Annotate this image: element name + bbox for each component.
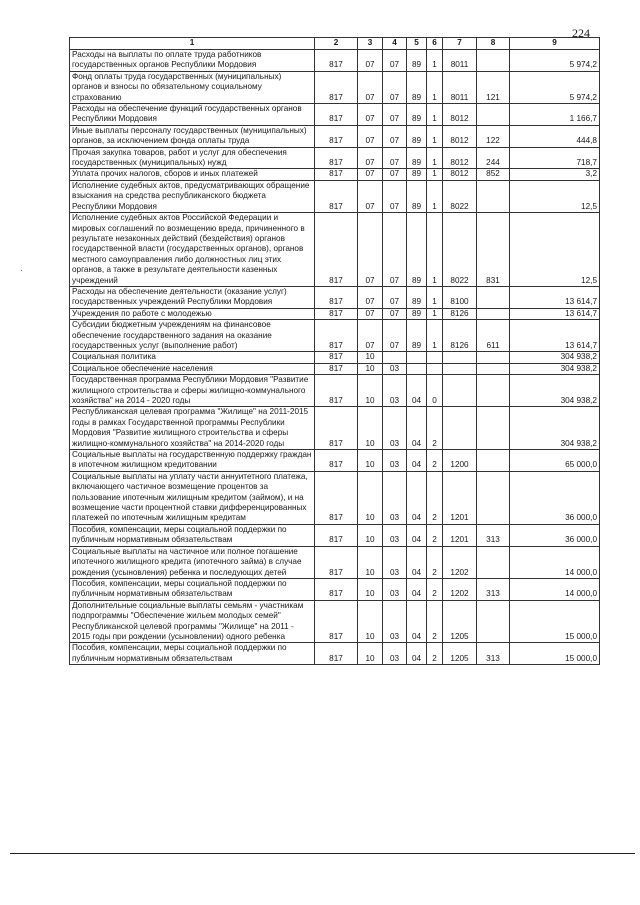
code-cell bbox=[443, 352, 477, 363]
code-cell: 89 bbox=[407, 213, 427, 287]
code-cell: 2 bbox=[427, 471, 443, 524]
table-row bbox=[70, 104, 600, 126]
column-header: 8 bbox=[477, 38, 510, 50]
amount-cell: 14 000,0 bbox=[510, 546, 600, 578]
code-cell: 10 bbox=[358, 363, 383, 374]
code-cell: 10 bbox=[358, 471, 383, 524]
code-cell: 03 bbox=[383, 375, 407, 407]
code-cell: 03 bbox=[383, 363, 407, 374]
code-cell: 07 bbox=[383, 104, 407, 126]
code-cell: 03 bbox=[383, 407, 407, 450]
code-cell: 1 bbox=[427, 104, 443, 126]
row-name-cell: Уплата прочих налогов, сборов и иных платежей bbox=[70, 169, 315, 180]
code-cell: 611 bbox=[477, 320, 510, 352]
code-cell: 04 bbox=[407, 450, 427, 472]
code-cell: 04 bbox=[407, 471, 427, 524]
code-cell: 07 bbox=[358, 286, 383, 308]
code-cell: 07 bbox=[383, 169, 407, 180]
amount-cell: 15 000,0 bbox=[510, 600, 600, 643]
bottom-rule bbox=[10, 853, 635, 854]
code-cell: 817 bbox=[315, 643, 358, 665]
row-name-cell: Учреждения по работе с молодежью bbox=[70, 308, 315, 319]
code-cell bbox=[407, 363, 427, 374]
code-cell: 122 bbox=[477, 125, 510, 147]
code-cell: 03 bbox=[383, 600, 407, 643]
code-cell: 1 bbox=[427, 147, 443, 169]
table-row bbox=[70, 180, 600, 212]
code-cell bbox=[427, 352, 443, 363]
table-row bbox=[70, 286, 600, 308]
row-name-cell: Субсидии бюджетным учреждениям на финансовое обеспечение государственного задания на оказание государственных услуг (выполнение работ) bbox=[70, 320, 315, 352]
code-cell bbox=[427, 363, 443, 374]
code-cell bbox=[443, 363, 477, 374]
code-cell bbox=[443, 407, 477, 450]
row-name-cell: Фонд оплаты труда государственных (муниципальных) органов и взносы по обязательному социальному страхованию bbox=[70, 71, 315, 103]
code-cell: 244 bbox=[477, 147, 510, 169]
code-cell: 1 bbox=[427, 169, 443, 180]
row-name-cell: Пособия, компенсации, меры социальной поддержки по публичным нормативным обязательствам bbox=[70, 643, 315, 665]
table-row bbox=[70, 643, 600, 665]
table-row bbox=[70, 546, 600, 578]
code-cell: 1 bbox=[427, 320, 443, 352]
code-cell: 04 bbox=[407, 578, 427, 600]
code-cell: 03 bbox=[383, 450, 407, 472]
code-cell: 1201 bbox=[443, 471, 477, 524]
code-cell: 121 bbox=[477, 71, 510, 103]
code-cell: 07 bbox=[383, 286, 407, 308]
code-cell: 8022 bbox=[443, 213, 477, 287]
code-cell bbox=[477, 407, 510, 450]
code-cell: 89 bbox=[407, 286, 427, 308]
row-name-cell: Республиканская целевая программа "Жилище" на 2011-2015 годы в рамках Государственной программы Республики Мордовия "Развитие жилищного строительства и сферы жилищно-коммунального хозяйства" на 2014-2020 годы bbox=[70, 407, 315, 450]
row-name-cell: Иные выплаты персоналу государственных (муниципальных) органов, за исключением фонда оплаты труда bbox=[70, 125, 315, 147]
code-cell bbox=[477, 286, 510, 308]
code-cell: 2 bbox=[427, 450, 443, 472]
table-row bbox=[70, 213, 600, 287]
code-cell bbox=[477, 104, 510, 126]
code-cell: 89 bbox=[407, 125, 427, 147]
column-header: 5 bbox=[407, 38, 427, 50]
code-cell: 2 bbox=[427, 524, 443, 546]
code-cell: 07 bbox=[358, 71, 383, 103]
code-cell: 8126 bbox=[443, 308, 477, 319]
code-cell: 8012 bbox=[443, 125, 477, 147]
code-cell: 10 bbox=[358, 524, 383, 546]
table-row bbox=[70, 363, 600, 374]
code-cell: 10 bbox=[358, 375, 383, 407]
code-cell: 07 bbox=[358, 308, 383, 319]
code-cell: 07 bbox=[383, 180, 407, 212]
code-cell: 817 bbox=[315, 308, 358, 319]
amount-cell: 36 000,0 bbox=[510, 471, 600, 524]
code-cell: 10 bbox=[358, 407, 383, 450]
code-cell: 1205 bbox=[443, 643, 477, 665]
column-header: 7 bbox=[443, 38, 477, 50]
amount-cell: 304 938,2 bbox=[510, 352, 600, 363]
code-cell: 8011 bbox=[443, 50, 477, 72]
code-cell: 04 bbox=[407, 643, 427, 665]
code-cell: 817 bbox=[315, 375, 358, 407]
code-cell: 8012 bbox=[443, 147, 477, 169]
page-number: 224 bbox=[572, 26, 590, 40]
code-cell: 1 bbox=[427, 286, 443, 308]
code-cell bbox=[477, 600, 510, 643]
amount-cell: 304 938,2 bbox=[510, 407, 600, 450]
code-cell bbox=[477, 180, 510, 212]
amount-cell: 14 000,0 bbox=[510, 578, 600, 600]
row-name-cell: Государственная программа Республики Мордовия "Развитие жилищного строительства и сферы жилищно-коммунального хозяйства" на 2014 - 2020 годы bbox=[70, 375, 315, 407]
code-cell: 07 bbox=[383, 320, 407, 352]
code-cell bbox=[383, 352, 407, 363]
code-cell bbox=[477, 546, 510, 578]
code-cell: 8012 bbox=[443, 104, 477, 126]
code-cell: 1205 bbox=[443, 600, 477, 643]
code-cell: 07 bbox=[383, 147, 407, 169]
code-cell: 817 bbox=[315, 450, 358, 472]
code-cell: 10 bbox=[358, 578, 383, 600]
table-row bbox=[70, 71, 600, 103]
code-cell: 2 bbox=[427, 600, 443, 643]
code-cell bbox=[407, 352, 427, 363]
code-cell: 8126 bbox=[443, 320, 477, 352]
code-cell: 8011 bbox=[443, 71, 477, 103]
code-cell: 89 bbox=[407, 104, 427, 126]
amount-cell: 5 974,2 bbox=[510, 50, 600, 72]
code-cell: 831 bbox=[477, 213, 510, 287]
table-row bbox=[70, 578, 600, 600]
code-cell: 313 bbox=[477, 643, 510, 665]
code-cell: 8022 bbox=[443, 180, 477, 212]
row-name-cell: Прочая закупка товаров, работ и услуг для обеспечения государственных (муниципальных) нужд bbox=[70, 147, 315, 169]
code-cell: 817 bbox=[315, 546, 358, 578]
code-cell: 10 bbox=[358, 450, 383, 472]
table-row bbox=[70, 471, 600, 524]
amount-cell: 5 974,2 bbox=[510, 71, 600, 103]
code-cell: 8100 bbox=[443, 286, 477, 308]
code-cell: 8012 bbox=[443, 169, 477, 180]
code-cell: 817 bbox=[315, 169, 358, 180]
amount-cell: 304 938,2 bbox=[510, 363, 600, 374]
code-cell: 2 bbox=[427, 578, 443, 600]
row-name-cell: Исполнение судебных актов Российской Федерации и мировых соглашений по возмещению вреда, причиненного в результате незаконных действий (бездействия) органов государственной власти (государственных органов), органов местного самоуправления либо должностных лиц этих органов, а также в результате деятельности казенных учреждений bbox=[70, 213, 315, 287]
table-row bbox=[70, 450, 600, 472]
code-cell bbox=[477, 450, 510, 472]
code-cell: 07 bbox=[358, 125, 383, 147]
amount-cell: 1 166,7 bbox=[510, 104, 600, 126]
table-row bbox=[70, 524, 600, 546]
code-cell: 817 bbox=[315, 180, 358, 212]
amount-cell: 718,7 bbox=[510, 147, 600, 169]
amount-cell: 444,8 bbox=[510, 125, 600, 147]
row-name-cell: Расходы на обеспечение деятельности (оказание услуг) государственных учреждений Республики Мордовия bbox=[70, 286, 315, 308]
code-cell: 04 bbox=[407, 375, 427, 407]
code-cell: 313 bbox=[477, 524, 510, 546]
code-cell: 07 bbox=[383, 50, 407, 72]
amount-cell: 13 614,7 bbox=[510, 320, 600, 352]
code-cell: 2 bbox=[427, 407, 443, 450]
table-row bbox=[70, 125, 600, 147]
table-row bbox=[70, 352, 600, 363]
amount-cell: 3,2 bbox=[510, 169, 600, 180]
row-name-cell: Исполнение судебных актов, предусматривающих обращение взыскания на средства республиканского бюджета Республики Мордовия bbox=[70, 180, 315, 212]
code-cell: 817 bbox=[315, 471, 358, 524]
code-cell: 313 bbox=[477, 578, 510, 600]
table-row bbox=[70, 308, 600, 319]
column-header: 2 bbox=[315, 38, 358, 50]
code-cell bbox=[477, 471, 510, 524]
code-cell: 817 bbox=[315, 352, 358, 363]
amount-cell: 13 614,7 bbox=[510, 286, 600, 308]
code-cell: 04 bbox=[407, 546, 427, 578]
scan-mark: · bbox=[20, 265, 23, 275]
amount-cell: 65 000,0 bbox=[510, 450, 600, 472]
row-name-cell: Расходы на выплаты по оплате труда работников государственных органов Республики Мордовия bbox=[70, 50, 315, 72]
table-row bbox=[70, 600, 600, 643]
amount-cell: 12,5 bbox=[510, 180, 600, 212]
code-cell: 07 bbox=[383, 125, 407, 147]
code-cell: 89 bbox=[407, 180, 427, 212]
column-header: 1 bbox=[70, 38, 315, 50]
code-cell: 817 bbox=[315, 320, 358, 352]
code-cell: 817 bbox=[315, 600, 358, 643]
code-cell bbox=[443, 375, 477, 407]
code-cell: 817 bbox=[315, 104, 358, 126]
code-cell: 1 bbox=[427, 125, 443, 147]
code-cell: 07 bbox=[358, 320, 383, 352]
code-cell: 03 bbox=[383, 471, 407, 524]
code-cell: 89 bbox=[407, 71, 427, 103]
code-cell: 817 bbox=[315, 213, 358, 287]
code-cell: 817 bbox=[315, 407, 358, 450]
code-cell: 07 bbox=[358, 147, 383, 169]
code-cell: 89 bbox=[407, 50, 427, 72]
code-cell: 10 bbox=[358, 600, 383, 643]
row-name-cell: Социальные выплаты на частичное или полное погашение ипотечного жилищного кредита (ипотечного займа) в случае рождения (усыновления) ребенка и последующих детей bbox=[70, 546, 315, 578]
row-name-cell: Расходы на обеспечение функций государственных органов Республики Мордовия bbox=[70, 104, 315, 126]
code-cell: 817 bbox=[315, 125, 358, 147]
code-cell: 89 bbox=[407, 320, 427, 352]
table-row bbox=[70, 407, 600, 450]
code-cell: 10 bbox=[358, 546, 383, 578]
code-cell: 04 bbox=[407, 600, 427, 643]
code-cell bbox=[477, 50, 510, 72]
code-cell: 1202 bbox=[443, 578, 477, 600]
code-cell: 03 bbox=[383, 643, 407, 665]
column-header: 4 bbox=[383, 38, 407, 50]
code-cell: 1 bbox=[427, 71, 443, 103]
code-cell: 03 bbox=[383, 578, 407, 600]
code-cell: 817 bbox=[315, 147, 358, 169]
code-cell: 817 bbox=[315, 524, 358, 546]
amount-cell: 12,5 bbox=[510, 213, 600, 287]
code-cell: 817 bbox=[315, 286, 358, 308]
code-cell: 1 bbox=[427, 213, 443, 287]
code-cell: 10 bbox=[358, 352, 383, 363]
code-cell: 07 bbox=[358, 104, 383, 126]
column-header: 6 bbox=[427, 38, 443, 50]
code-cell: 07 bbox=[358, 180, 383, 212]
table-row bbox=[70, 50, 600, 72]
amount-cell: 36 000,0 bbox=[510, 524, 600, 546]
code-cell: 03 bbox=[383, 546, 407, 578]
code-cell: 10 bbox=[358, 643, 383, 665]
code-cell: 817 bbox=[315, 50, 358, 72]
amount-cell: 13 614,7 bbox=[510, 308, 600, 319]
table-row bbox=[70, 375, 600, 407]
table-header-row bbox=[70, 38, 600, 50]
budget-table bbox=[69, 37, 600, 665]
code-cell: 1 bbox=[427, 180, 443, 212]
row-name-cell: Социальная политика bbox=[70, 352, 315, 363]
code-cell: 07 bbox=[358, 169, 383, 180]
code-cell: 89 bbox=[407, 169, 427, 180]
code-cell: 07 bbox=[383, 213, 407, 287]
code-cell: 817 bbox=[315, 71, 358, 103]
code-cell bbox=[477, 308, 510, 319]
row-name-cell: Дополнительные социальные выплаты семьям - участникам подпрограммы "Обеспечение жильем молодых семей" Республиканской целевой программы "Жилище" на 2011 - 2015 годы при рождении (усыновлении) одного ребенка bbox=[70, 600, 315, 643]
row-name-cell: Социальное обеспечение населения bbox=[70, 363, 315, 374]
amount-cell: 304 938,2 bbox=[510, 375, 600, 407]
code-cell bbox=[477, 375, 510, 407]
code-cell: 817 bbox=[315, 578, 358, 600]
code-cell: 04 bbox=[407, 407, 427, 450]
amount-cell: 15 000,0 bbox=[510, 643, 600, 665]
code-cell: 07 bbox=[358, 213, 383, 287]
table-row bbox=[70, 147, 600, 169]
code-cell: 817 bbox=[315, 363, 358, 374]
row-name-cell: Пособия, компенсации, меры социальной поддержки по публичным нормативным обязательствам bbox=[70, 524, 315, 546]
code-cell: 0 bbox=[427, 375, 443, 407]
code-cell bbox=[477, 352, 510, 363]
code-cell: 852 bbox=[477, 169, 510, 180]
row-name-cell: Социальные выплаты на государственную поддержку граждан в ипотечном жилищном кредитовании bbox=[70, 450, 315, 472]
code-cell: 89 bbox=[407, 308, 427, 319]
code-cell: 89 bbox=[407, 147, 427, 169]
code-cell: 04 bbox=[407, 524, 427, 546]
code-cell: 03 bbox=[383, 524, 407, 546]
code-cell bbox=[477, 363, 510, 374]
code-cell: 07 bbox=[383, 71, 407, 103]
code-cell: 1200 bbox=[443, 450, 477, 472]
code-cell: 1201 bbox=[443, 524, 477, 546]
code-cell: 1202 bbox=[443, 546, 477, 578]
table-row bbox=[70, 320, 600, 352]
table-row bbox=[70, 169, 600, 180]
code-cell: 1 bbox=[427, 308, 443, 319]
column-header: 9 bbox=[510, 38, 600, 50]
row-name-cell: Пособия, компенсации, меры социальной поддержки по публичным нормативным обязательствам bbox=[70, 578, 315, 600]
code-cell: 2 bbox=[427, 643, 443, 665]
row-name-cell: Социальные выплаты на уплату части аннуитетного платежа, включающего частичное возмещение процентов за пользование ипотечным жилищным кредитом (займом), и на возмещение части процентной ставки дифференцированных платежей по ипотечным жилищным кредитам bbox=[70, 471, 315, 524]
code-cell: 07 bbox=[358, 50, 383, 72]
code-cell: 2 bbox=[427, 546, 443, 578]
code-cell: 07 bbox=[383, 308, 407, 319]
code-cell: 1 bbox=[427, 50, 443, 72]
table-body bbox=[70, 50, 600, 665]
column-header: 3 bbox=[358, 38, 383, 50]
